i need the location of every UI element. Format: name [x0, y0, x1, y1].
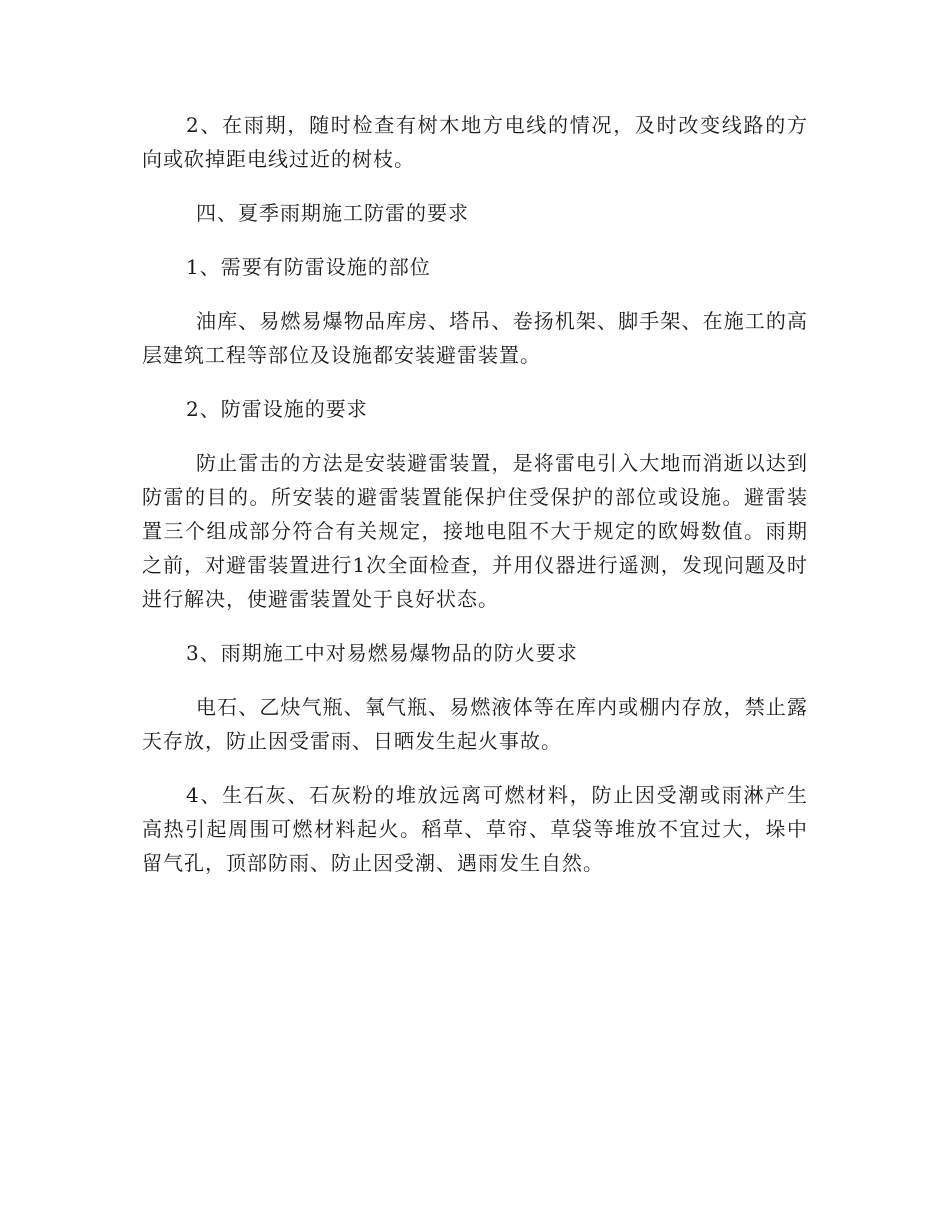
- subsection-1-body: 油库、易燃易爆物品库房、塔吊、卷扬机架、脚手架、在施工的高层建筑工程等部位及设施都安装避雷装置。: [142, 309, 808, 367]
- subsection-2-heading: 2、防雷设施的要求: [186, 397, 368, 421]
- document-page: [142, 108, 808, 900]
- subsection-3-heading: 3、雨期施工中对易燃易爆物品的防火要求: [186, 641, 578, 665]
- paragraph-4-lime-storage: 4、生石灰、石灰粉的堆放远离可燃材料，防止因受潮或雨淋产生高热引起周围可燃材料起火。稻草、草帘、草袋等堆放不宜过大，垛中留气孔，顶部防雨、防止因受潮、遇雨发生自然。: [142, 783, 808, 875]
- section-4-heading: 四、夏季雨期施工防雷的要求: [196, 201, 469, 225]
- subsection-2-body: 防止雷击的方法是安装避雷装置，是将雷电引入大地而消逝以达到防雷的目的。所安装的避雷装置能保护住受保护的部位或设施。避雷装置三个组成部分符合有关规定，接地电阻不大于规定的欧姆数值。雨期之前，对避雷装置进行1次全面检查，并用仪器进行遥测，发现问题及时进行解决，使避雷装置处于良好状态。: [142, 451, 808, 611]
- subsection-3-body: 电石、乙炔气瓶、氧气瓶、易燃液体等在库内或棚内存放，禁止露天存放，防止因受雷雨、日晒发生起火事故。: [142, 695, 808, 753]
- paragraph-2-power-lines: 2、在雨期，随时检查有树木地方电线的情况，及时改变线路的方向或砍掉距电线过近的树枝。: [142, 113, 808, 171]
- subsection-1-heading: 1、需要有防雷设施的部位: [186, 255, 431, 279]
